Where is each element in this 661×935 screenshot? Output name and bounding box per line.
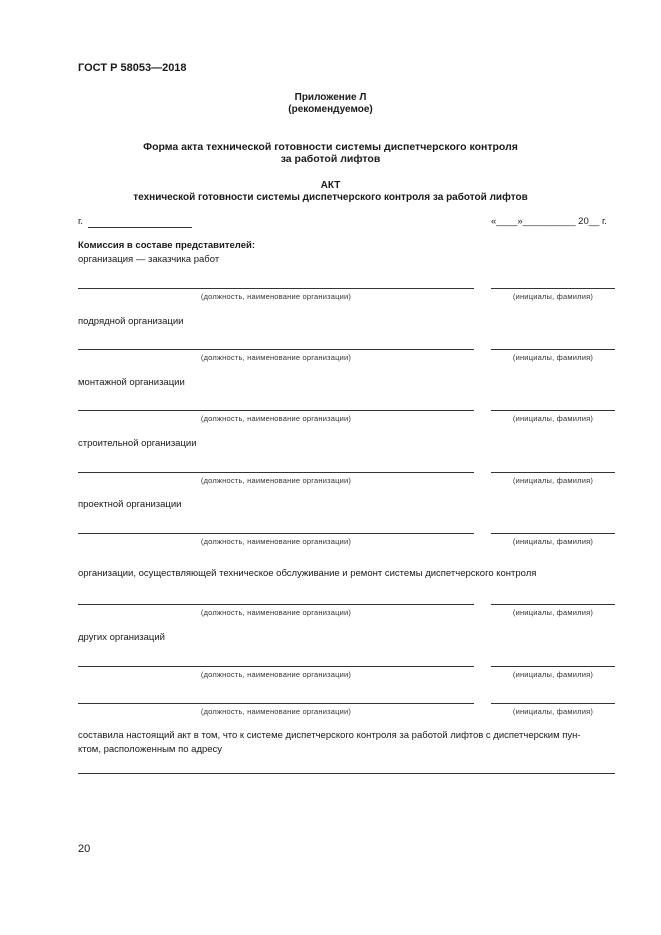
closing-line2: ктом, расположенным по адресу bbox=[78, 744, 223, 755]
name-line[interactable] bbox=[491, 666, 615, 667]
act-title: АКТ bbox=[320, 180, 341, 191]
group-label-maintenance: организации, осуществляющей техническое обслуживание и ремонт системы диспетчерского контроля bbox=[78, 568, 537, 579]
position-line[interactable] bbox=[78, 604, 474, 605]
address-line[interactable] bbox=[78, 773, 615, 774]
group-label-design: проектной организации bbox=[78, 499, 182, 510]
position-caption: (должность, наименование организации) bbox=[200, 292, 352, 301]
city-prefix: г. bbox=[78, 216, 83, 227]
group-label-installation: монтажной организации bbox=[78, 377, 185, 388]
position-caption: (должность, наименование организации) bbox=[200, 414, 352, 423]
name-line[interactable] bbox=[491, 533, 615, 534]
page-number: 20 bbox=[78, 843, 91, 855]
name-line[interactable] bbox=[491, 703, 615, 704]
position-line[interactable] bbox=[78, 666, 474, 667]
name-line[interactable] bbox=[491, 604, 615, 605]
name-caption: (инициалы, фамилия) bbox=[512, 353, 594, 362]
position-caption: (должность, наименование организации) bbox=[200, 476, 352, 485]
date-field[interactable]: «____»__________ 20__ г. bbox=[491, 216, 607, 227]
position-line[interactable] bbox=[78, 703, 474, 704]
position-line[interactable] bbox=[78, 349, 474, 350]
group-label-contractor: подрядной организации bbox=[78, 316, 184, 327]
position-line[interactable] bbox=[78, 288, 474, 289]
name-line[interactable] bbox=[491, 472, 615, 473]
name-caption: (инициалы, фамилия) bbox=[512, 292, 594, 301]
name-caption: (инициалы, фамилия) bbox=[512, 707, 594, 716]
group-label-construction: строительной организации bbox=[78, 438, 197, 449]
appendix-title: Приложение Л bbox=[294, 92, 367, 103]
position-caption: (должность, наименование организации) bbox=[200, 707, 352, 716]
position-line[interactable] bbox=[78, 533, 474, 534]
position-caption: (должность, наименование организации) bbox=[200, 537, 352, 546]
position-caption: (должность, наименование организации) bbox=[200, 353, 352, 362]
position-caption: (должность, наименование организации) bbox=[200, 608, 352, 617]
form-title-line1: Форма акта технической готовности системы диспетчерского контроля bbox=[143, 141, 518, 153]
position-line[interactable] bbox=[78, 472, 474, 473]
group-label-customer: организация — заказчика работ bbox=[78, 254, 220, 265]
name-line[interactable] bbox=[491, 288, 615, 289]
commission-heading: Комиссия в составе представителей: bbox=[78, 240, 255, 251]
name-line[interactable] bbox=[491, 349, 615, 350]
position-line[interactable] bbox=[78, 410, 474, 411]
name-caption: (инициалы, фамилия) bbox=[512, 414, 594, 423]
document-header: ГОСТ Р 58053—2018 bbox=[78, 62, 187, 74]
appendix-note: (рекомендуемое) bbox=[288, 104, 373, 115]
group-label-other: других организаций bbox=[78, 632, 165, 643]
city-field-line[interactable] bbox=[88, 227, 192, 228]
closing-line1: составила настоящий акт в том, что к системе диспетчерского контроля за работой лифтов с диспетчерским пун- bbox=[78, 730, 581, 741]
form-title-line2: за работой лифтов bbox=[280, 153, 381, 165]
act-subtitle: технической готовности системы диспетчерского контроля за работой лифтов bbox=[133, 192, 528, 203]
name-caption: (инициалы, фамилия) bbox=[512, 670, 594, 679]
name-caption: (инициалы, фамилия) bbox=[512, 537, 594, 546]
name-caption: (инициалы, фамилия) bbox=[512, 476, 594, 485]
position-caption: (должность, наименование организации) bbox=[200, 670, 352, 679]
name-line[interactable] bbox=[491, 410, 615, 411]
name-caption: (инициалы, фамилия) bbox=[512, 608, 594, 617]
